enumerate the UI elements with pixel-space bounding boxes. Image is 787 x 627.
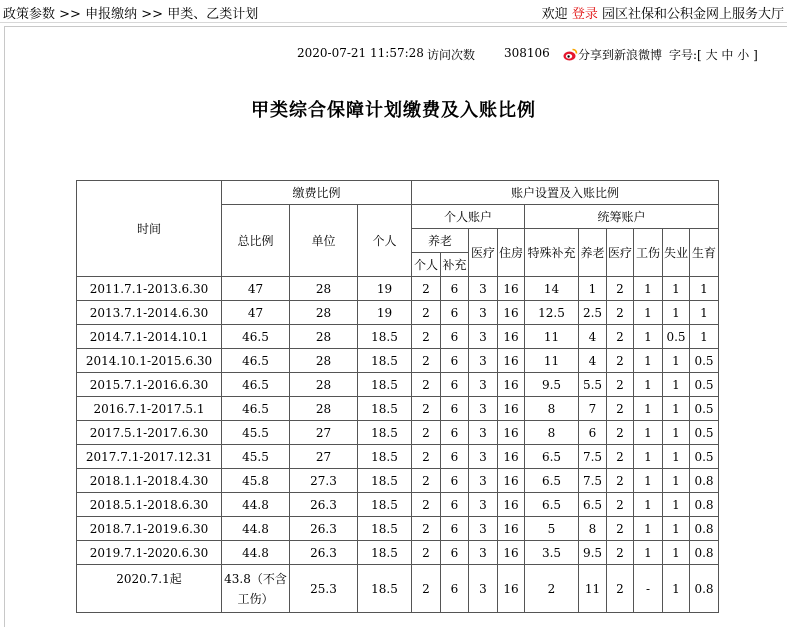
rate-cell: 3 [469,397,498,421]
rate-cell: 11 [525,349,579,373]
rate-cell: 18.5 [358,445,412,469]
rate-cell: 6 [441,325,469,349]
rate-cell: 5.5 [579,373,607,397]
bracket-open: [ [697,48,702,62]
period-cell: 2018.1.1-2018.4.30 [77,469,222,493]
font-size-small[interactable]: 小 [737,48,750,62]
rate-cell: 1 [663,373,690,397]
rate-cell: 2 [607,349,634,373]
rate-cell: 2 [412,277,441,301]
rate-cell: 0.5 [690,373,719,397]
rate-cell: 6 [441,277,469,301]
rate-cell: 12.5 [525,301,579,325]
breadcrumb-link-policy-params[interactable]: 政策参数 [3,7,56,22]
rate-cell: 11 [525,325,579,349]
header-medical: 医疗 [469,229,498,277]
rate-cell: 9.5 [579,541,607,565]
rate-cell: 3 [469,373,498,397]
header-maternity: 生育 [690,229,719,277]
rate-cell: 46.5 [222,325,290,349]
table-row [77,421,719,445]
rate-cell: 1 [663,541,690,565]
rate-cell: 2 [412,541,441,565]
rate-cell: 3 [469,349,498,373]
rate-cell: 18.5 [358,469,412,493]
header-personal-account: 个人账户 [412,205,525,229]
rate-cell: 18.5 [358,541,412,565]
rate-cell: 45.5 [222,421,290,445]
rate-cell: 1 [663,445,690,469]
rate-cell: 2 [607,541,634,565]
rate-cell: 3 [469,541,498,565]
period-cell: 2019.7.1-2020.6.30 [77,541,222,565]
header-pension-personal: 个人 [412,253,441,277]
rate-cell: 28 [290,373,358,397]
table-row [77,493,719,517]
rate-cell: 1 [690,301,719,325]
portal-name: 园区社保和公积金网上服务大厅 [601,7,784,22]
rate-cell: 3 [469,277,498,301]
rate-cell: 6 [441,565,469,613]
rate-cell: 0.5 [690,445,719,469]
rate-cell: 18.5 [358,349,412,373]
table-row [77,301,719,325]
rate-cell: 6 [441,301,469,325]
table-row [77,325,719,349]
header-row [77,181,719,205]
period-cell: 2013.7.1-2014.6.30 [77,301,222,325]
rate-cell: 16 [498,349,525,373]
rate-cell: 6 [441,493,469,517]
rate-cell: 28 [290,349,358,373]
rate-cell: 46.5 [222,373,290,397]
rate-cell: 6.5 [525,493,579,517]
welcome-text: 欢迎 [541,7,568,22]
rate-cell: 9.5 [525,373,579,397]
rate-cell: 1 [663,469,690,493]
rate-cell: 1 [690,325,719,349]
rate-cell: 28 [290,277,358,301]
period-cell: 2014.7.1-2014.10.1 [77,325,222,349]
rate-cell: 2 [607,373,634,397]
rate-cell: 47 [222,277,290,301]
table-row [77,277,719,301]
breadcrumb-separator: >> [59,7,81,22]
table-row [77,397,719,421]
rate-cell: 1 [634,277,663,301]
rate-cell: 2 [525,565,579,613]
rate-cell: 26.3 [290,493,358,517]
rate-cell: 6 [441,445,469,469]
rate-cell: 1 [634,301,663,325]
rate-cell: 2 [607,397,634,421]
rate-cell: 28 [290,325,358,349]
header-total: 总比例 [222,205,290,277]
rate-cell: 19 [358,277,412,301]
rate-cell: 1 [634,541,663,565]
rate-cell: 16 [498,373,525,397]
table-row [77,517,719,541]
table-row [77,445,719,469]
header-accounts: 账户设置及入账比例 [412,181,719,205]
table-row [77,373,719,397]
rate-cell: 0.8 [690,493,719,517]
welcome-area [542,3,784,22]
rate-cell: 26.3 [290,517,358,541]
rate-cell: 4 [579,349,607,373]
rate-cell: 1 [634,421,663,445]
top-nav-bar [0,0,787,23]
rate-cell: 27 [290,445,358,469]
rate-cell: 16 [498,445,525,469]
rate-cell: 7 [579,397,607,421]
rate-cell: 18.5 [358,565,412,613]
font-size-large[interactable]: 大 [705,48,718,62]
rate-cell: 1 [663,565,690,613]
header-pension: 养老 [412,229,469,253]
rate-cell: 2 [412,565,441,613]
breadcrumb-current-page: 甲类、乙类计划 [167,7,259,22]
rate-cell: 1 [579,277,607,301]
font-size-label: 字号: [669,48,698,62]
rate-cell: 1 [690,277,719,301]
rate-cell: 16 [498,517,525,541]
rate-cell: 6 [441,469,469,493]
rate-cell: 16 [498,565,525,613]
rate-cell: 28 [290,301,358,325]
rate-cell: 18.5 [358,517,412,541]
rate-cell: 16 [498,301,525,325]
rate-cell: 3 [469,325,498,349]
period-cell: 2016.7.1-2017.5.1 [77,397,222,421]
rate-cell: 8 [525,421,579,445]
rate-cell: 44.8 [222,517,290,541]
table-row [77,541,719,565]
contribution-rate-table [76,180,719,613]
rate-cell: 2 [412,517,441,541]
rate-cell: 6.5 [525,469,579,493]
rate-cell: 0.5 [690,397,719,421]
visit-count-label: 访问次数 [427,48,476,62]
rate-cell: 26.3 [290,541,358,565]
rate-cell: 0.8 [690,469,719,493]
header-pension-supplement: 补充 [441,253,469,277]
rate-cell: 0.8 [690,541,719,565]
header-special: 特殊补充 [525,229,579,277]
rate-cell: 46.5 [222,397,290,421]
rate-cell: 1 [663,349,690,373]
rate-cell: 3 [469,421,498,445]
rate-cell: 1 [634,397,663,421]
rate-cell: 1 [634,493,663,517]
page-title: 甲类综合保障计划缴费及入账比例 [251,100,536,121]
period-cell: 2020.7.1起 [77,565,222,613]
rate-cell: 1 [663,277,690,301]
rate-cell: - [634,565,663,613]
rate-cell: 3 [469,445,498,469]
rate-cell: 2 [412,421,441,445]
table-row [77,349,719,373]
period-cell: 2018.5.1-2018.6.30 [77,493,222,517]
rate-cell: 2 [607,421,634,445]
rate-cell: 2 [412,493,441,517]
rate-cell: 3.5 [525,541,579,565]
publish-datetime: 2020-07-21 11:57:28 [297,46,424,60]
rate-cell: 16 [498,469,525,493]
period-cell: 2018.7.1-2019.6.30 [77,517,222,541]
rate-cell: 18.5 [358,397,412,421]
rate-cell: 18.5 [358,493,412,517]
period-cell: 2011.7.1-2013.6.30 [77,277,222,301]
font-size-selector [669,46,758,63]
rate-cell: 1 [663,493,690,517]
header-pool-medical: 医疗 [607,229,634,277]
rate-cell: 2 [412,373,441,397]
rate-cell: 45.5 [222,445,290,469]
rate-cell: 6 [441,397,469,421]
header-pooled-account: 统筹账户 [525,205,719,229]
rate-cell: 16 [498,277,525,301]
weibo-icon [563,48,578,61]
rate-cell: 45.8 [222,469,290,493]
rate-cell: 2 [607,517,634,541]
rate-cell: 8 [579,517,607,541]
rate-cell: 44.8 [222,493,290,517]
rate-cell: 0.8 [690,565,719,613]
breadcrumb-separator: >> [141,7,164,22]
rate-cell: 0.5 [663,325,690,349]
rate-cell: 3 [469,493,498,517]
header-injury: 工伤 [634,229,663,277]
rate-cell: 5 [525,517,579,541]
rate-cell: 11 [579,565,607,613]
rate-cell: 2 [412,397,441,421]
rate-cell: 27 [290,421,358,445]
rate-cell: 2.5 [579,301,607,325]
rate-cell: 2 [412,349,441,373]
rate-cell: 7.5 [579,445,607,469]
rate-cell: 3 [469,565,498,613]
rate-cell: 44.8 [222,541,290,565]
rate-cell: 2 [412,469,441,493]
rate-cell: 16 [498,541,525,565]
header-personal: 个人 [358,205,412,277]
rate-cell: 2 [607,325,634,349]
rate-cell: 1 [663,517,690,541]
rate-cell: 1 [663,397,690,421]
rate-cell: 46.5 [222,349,290,373]
table-row [77,565,719,613]
rate-cell: 1 [634,469,663,493]
header-contribution: 缴费比例 [222,181,412,205]
rate-cell: 2 [607,301,634,325]
bracket-close: ] [753,48,758,62]
rate-cell: 1 [663,421,690,445]
share-weibo-button[interactable] [563,46,662,63]
rate-cell: 27.3 [290,469,358,493]
share-weibo-label: 分享到新浪微博 [578,48,663,62]
table-row [77,469,719,493]
rate-cell: 6 [441,349,469,373]
period-cell: 2014.10.1-2015.6.30 [77,349,222,373]
font-size-medium[interactable]: 中 [721,48,734,62]
rate-cell: 6 [441,541,469,565]
rate-cell: 1 [663,301,690,325]
rate-cell: 1 [634,325,663,349]
rate-cell: 43.8（不含工伤） [222,565,290,613]
rate-cell: 14 [525,277,579,301]
period-cell: 2017.5.1-2017.6.30 [77,421,222,445]
rate-cell: 0.8 [690,517,719,541]
rate-cell: 6 [579,421,607,445]
rate-cell: 6 [441,373,469,397]
breadcrumb [3,3,258,22]
period-cell: 2015.7.1-2016.6.30 [77,373,222,397]
rate-cell: 2 [607,445,634,469]
rate-cell: 2 [607,277,634,301]
rate-cell: 16 [498,397,525,421]
rate-cell: 6.5 [579,493,607,517]
rate-cell: 6 [441,517,469,541]
rate-cell: 3 [469,517,498,541]
rate-cell: 18.5 [358,421,412,445]
rate-cell: 1 [634,349,663,373]
rate-cell: 2 [607,493,634,517]
period-cell: 2017.7.1-2017.12.31 [77,445,222,469]
rate-cell: 16 [498,493,525,517]
rate-cell: 2 [607,565,634,613]
login-link[interactable]: 登录 [571,7,598,22]
rate-cell: 25.3 [290,565,358,613]
rate-cell: 18.5 [358,373,412,397]
rate-cell: 1 [634,517,663,541]
rate-cell: 0.5 [690,421,719,445]
rate-cell: 2 [412,325,441,349]
header-pool-pension: 养老 [579,229,607,277]
rate-cell: 4 [579,325,607,349]
rate-cell: 8 [525,397,579,421]
header-housing: 住房 [498,229,525,277]
rate-cell: 6 [441,421,469,445]
visit-count: 308106 [504,46,550,60]
rate-cell: 47 [222,301,290,325]
rate-cell: 2 [607,469,634,493]
rate-cell: 6.5 [525,445,579,469]
header-employer: 单位 [290,205,358,277]
header-time: 时间 [77,181,222,277]
rate-cell: 16 [498,421,525,445]
rate-cell: 3 [469,301,498,325]
rate-cell: 7.5 [579,469,607,493]
rate-cell: 0.5 [690,349,719,373]
header-unemployment: 失业 [663,229,690,277]
rate-cell: 2 [412,301,441,325]
rate-cell: 1 [634,373,663,397]
rate-cell: 2 [412,445,441,469]
rate-cell: 16 [498,325,525,349]
rate-cell: 18.5 [358,325,412,349]
rate-cell: 19 [358,301,412,325]
rate-cell: 28 [290,397,358,421]
rate-cell: 3 [469,469,498,493]
breadcrumb-link-declare-pay[interactable]: 申报缴纳 [85,7,138,22]
rate-cell: 1 [634,445,663,469]
